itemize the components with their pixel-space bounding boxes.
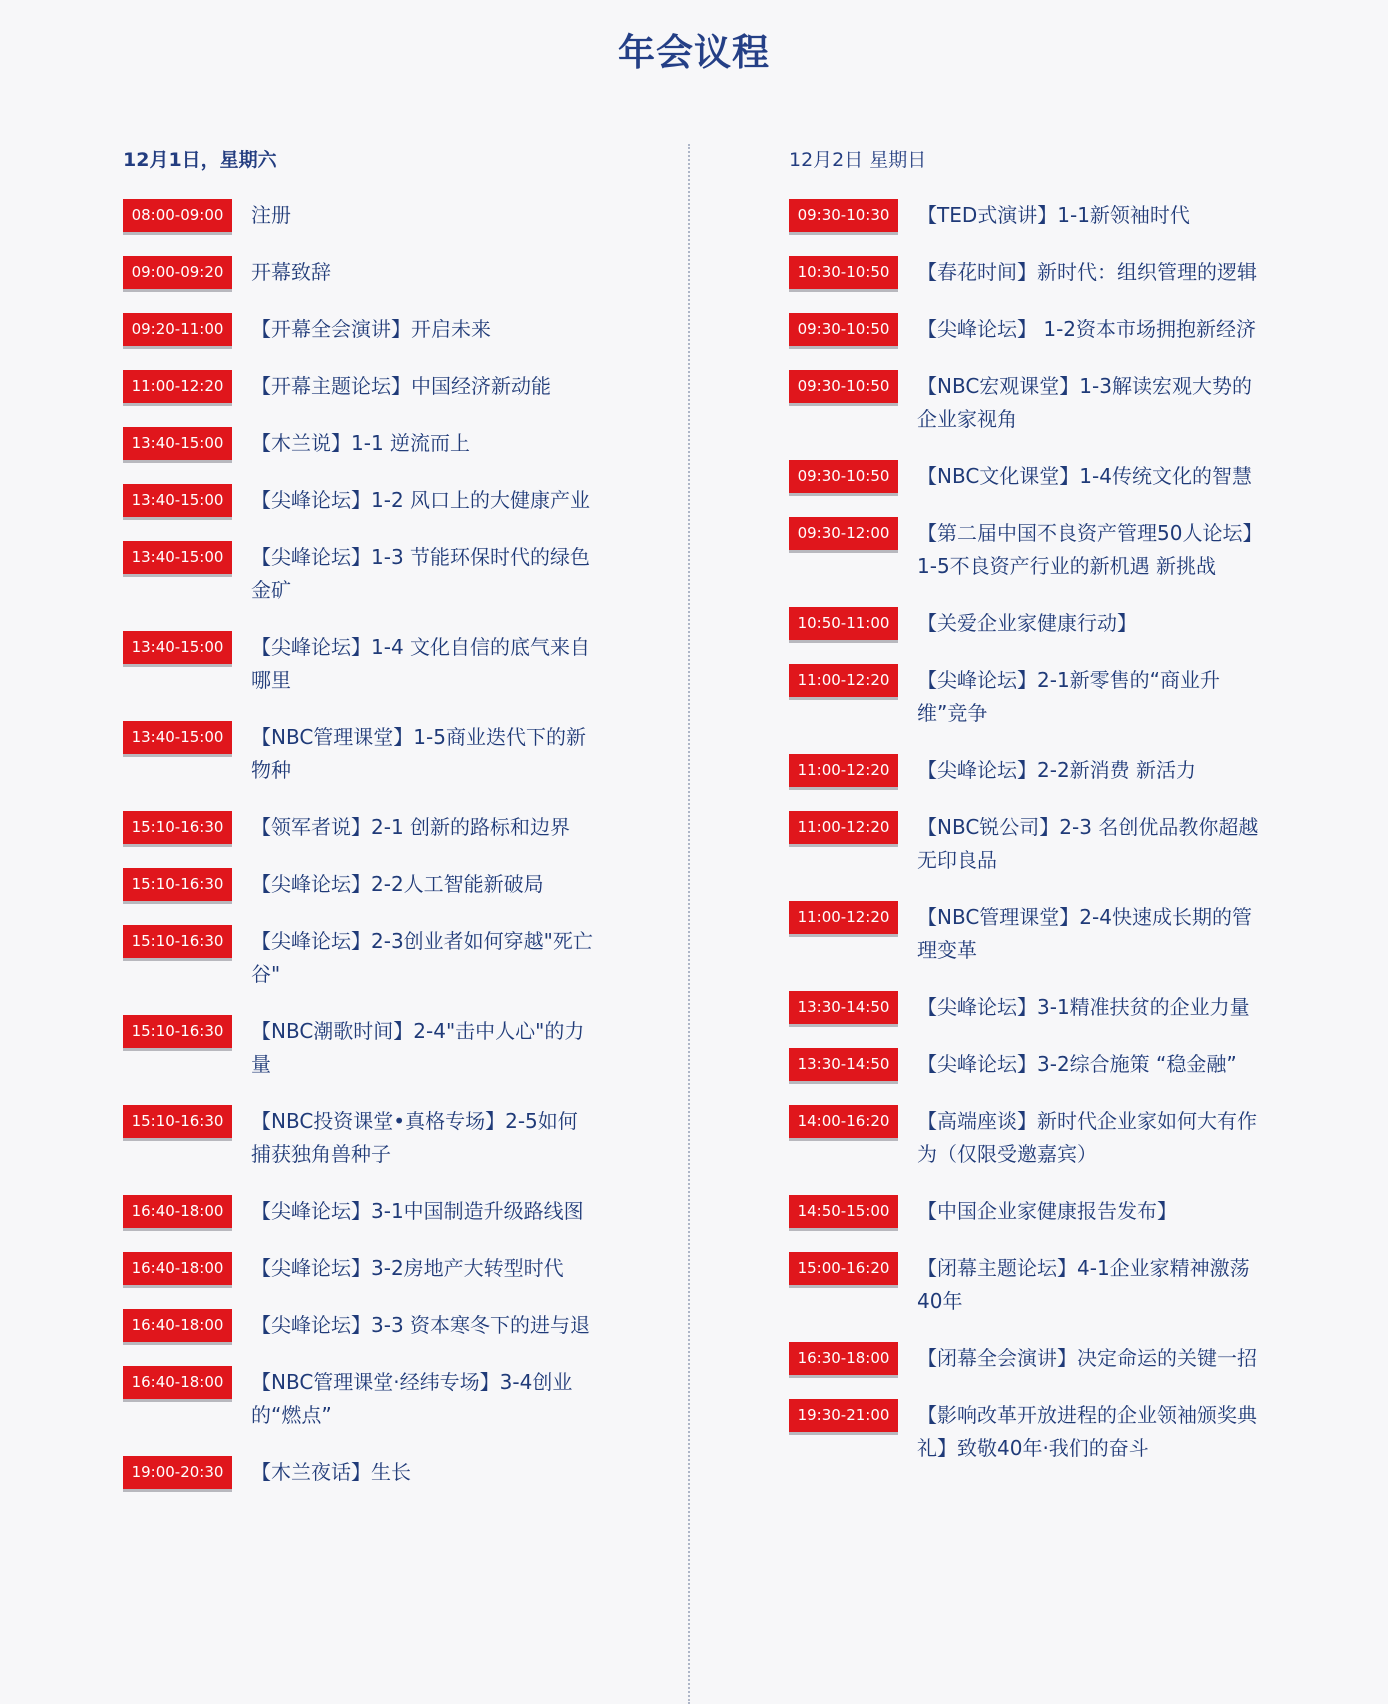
agenda-item [789,1048,1259,1081]
session-title: 【领军者说】2-1 创新的路标和边界 [251,815,571,839]
agenda-item [789,517,1259,583]
session-title: 【尖峰论坛】2-3创业者如何穿越"死亡谷" [251,929,593,986]
day-1-column [123,143,593,1513]
time-badge: 14:00-16:20 [789,1105,898,1138]
time-badge: 13:40-15:00 [123,631,232,664]
agenda-item [123,1456,593,1489]
time-badge: 19:00-20:30 [123,1456,232,1489]
time-badge: 13:30-14:50 [789,991,898,1024]
agenda-item [789,1252,1259,1318]
session-title: 【尖峰论坛】1-4 文化自信的底气来自哪里 [251,635,591,692]
time-badge: 16:40-18:00 [123,1195,232,1228]
time-badge: 16:40-18:00 [123,1366,232,1399]
session-title: 【尖峰论坛】3-2房地产大转型时代 [251,1256,564,1280]
agenda-item [789,607,1259,640]
agenda-item [123,313,593,346]
agenda-item [123,721,593,787]
session-title: 【尖峰论坛】 1-2资本市场拥抱新经济 [917,317,1257,341]
session-title: 【NBC潮歌时间】2-4"击中人心"的力量 [251,1019,585,1076]
session-title: 【尖峰论坛】3-2综合施策 “稳金融” [917,1052,1237,1076]
session-title: 【NBC管理课堂·经纬专场】3-4创业的“燃点” [251,1370,573,1427]
page-title: 年会议程 [618,31,770,74]
agenda-item [123,925,593,991]
agenda-item [789,901,1259,967]
time-badge: 09:30-10:50 [789,460,898,493]
time-badge: 16:40-18:00 [123,1309,232,1342]
agenda-item [789,370,1259,436]
agenda-item [789,991,1259,1024]
time-badge: 16:30-18:00 [789,1342,898,1375]
time-badge: 13:40-15:00 [123,484,232,517]
time-badge: 11:00-12:20 [789,754,898,787]
agenda-item [789,313,1259,346]
agenda-item [789,199,1259,232]
time-badge: 09:30-10:50 [789,370,898,403]
session-title: 【高端座谈】新时代企业家如何大有作为（仅限受邀嘉宾） [917,1109,1257,1166]
time-badge: 11:00-12:20 [789,901,898,934]
agenda-item [789,1399,1259,1465]
session-title: 【尖峰论坛】2-2人工智能新破局 [251,872,544,896]
time-badge: 15:10-16:30 [123,1105,232,1138]
session-title: 【NBC锐公司】2-3 名创优品教你超越无印良品 [917,815,1259,872]
agenda-item [123,631,593,697]
agenda-item [789,1105,1259,1171]
agenda-item [123,199,593,232]
agenda-list [123,199,593,1489]
agenda-item [789,1342,1259,1375]
day-2-column [789,143,1259,1489]
session-title: 【尖峰论坛】3-1中国制造升级路线图 [251,1199,584,1223]
session-title: 【开幕主题论坛】中国经济新动能 [251,374,551,398]
time-badge: 13:40-15:00 [123,427,232,460]
session-title: 【NBC宏观课堂】1-3解读宏观大势的企业家视角 [917,374,1252,431]
agenda-item [123,1252,593,1285]
agenda-item [789,1195,1259,1228]
session-title: 【TED式演讲】1-1新领袖时代 [917,203,1190,227]
session-title: 【关爱企业家健康行动】 [917,611,1137,635]
session-title: 【尖峰论坛】1-3 节能环保时代的绿色金矿 [251,545,591,602]
session-title: 【尖峰论坛】1-2 风口上的大健康产业 [251,488,591,512]
agenda-item [123,868,593,901]
time-badge: 09:30-12:00 [789,517,898,550]
session-title: 【中国企业家健康报告发布】 [917,1199,1177,1223]
session-title: 【影响改革开放进程的企业领袖颁奖典礼】致敬40年·我们的奋斗 [917,1403,1257,1460]
day-heading: 12月1日，星期六 [123,149,277,171]
session-title: 【NBC管理课堂】2-4快速成长期的管理变革 [917,905,1252,962]
time-badge: 11:00-12:20 [123,370,232,403]
time-badge: 14:50-15:00 [789,1195,898,1228]
column-divider [688,144,690,1704]
session-title: 【木兰夜话】生长 [251,1460,411,1484]
session-title: 开幕致辞 [251,260,331,284]
time-badge: 13:30-14:50 [789,1048,898,1081]
time-badge: 11:00-12:20 [789,664,898,697]
session-title: 【NBC投资课堂•真格专场】2-5如何捕获独角兽种子 [251,1109,578,1166]
session-title: 【第二届中国不良资产管理50人论坛】1-5不良资产行业的新机遇 新挑战 [917,521,1253,578]
session-title: 【尖峰论坛】2-1新零售的“商业升维”竞争 [917,668,1221,725]
session-title: 【开幕全会演讲】开启未来 [251,317,491,341]
day-heading: 12月2日 星期日 [789,149,927,171]
time-badge: 15:10-16:30 [123,1015,232,1048]
time-badge: 08:00-09:00 [123,199,232,232]
session-title: 【尖峰论坛】3-1精准扶贫的企业力量 [917,995,1250,1019]
time-badge: 15:00-16:20 [789,1252,898,1285]
time-badge: 16:40-18:00 [123,1252,232,1285]
time-badge: 19:30-21:00 [789,1399,898,1432]
agenda-item [789,811,1259,877]
session-title: 【NBC管理课堂】1-5商业迭代下的新物种 [251,725,586,782]
agenda-item [123,1105,593,1171]
time-badge: 13:40-15:00 [123,541,232,574]
session-title: 【尖峰论坛】3-3 资本寒冬下的进与退 [251,1313,591,1337]
session-title: 【闭幕全会演讲】决定命运的关键一招 [917,1346,1257,1370]
time-badge: 09:00-09:20 [123,256,232,289]
time-badge: 15:10-16:30 [123,925,232,958]
agenda-item [789,754,1259,787]
session-title: 【闭幕主题论坛】4-1企业家精神激荡40年 [917,1256,1250,1313]
agenda-item [123,541,593,607]
agenda-item [123,811,593,844]
time-badge: 13:40-15:00 [123,721,232,754]
time-badge: 09:30-10:50 [789,313,898,346]
agenda-item [123,1366,593,1432]
session-title: 【春花时间】新时代：组织管理的逻辑 [917,260,1257,284]
time-badge: 09:20-11:00 [123,313,232,346]
time-badge: 10:50-11:00 [789,607,898,640]
session-title: 【尖峰论坛】2-2新消费 新活力 [917,758,1197,782]
time-badge: 11:00-12:20 [789,811,898,844]
agenda-item [789,460,1259,493]
agenda-item [123,256,593,289]
agenda-item [123,427,593,460]
agenda-item [789,664,1259,730]
agenda-list [789,199,1259,1465]
session-title: 【木兰说】1-1 逆流而上 [251,431,471,455]
agenda-item [123,1309,593,1342]
time-badge: 09:30-10:30 [789,199,898,232]
time-badge: 15:10-16:30 [123,868,232,901]
agenda-item [123,1015,593,1081]
agenda-item [123,484,593,517]
agenda-item [123,370,593,403]
session-title: 注册 [251,203,291,227]
time-badge: 10:30-10:50 [789,256,898,289]
time-badge: 15:10-16:30 [123,811,232,844]
agenda-item [123,1195,593,1228]
session-title: 【NBC文化课堂】1-4传统文化的智慧 [917,464,1252,488]
agenda-item [789,256,1259,289]
